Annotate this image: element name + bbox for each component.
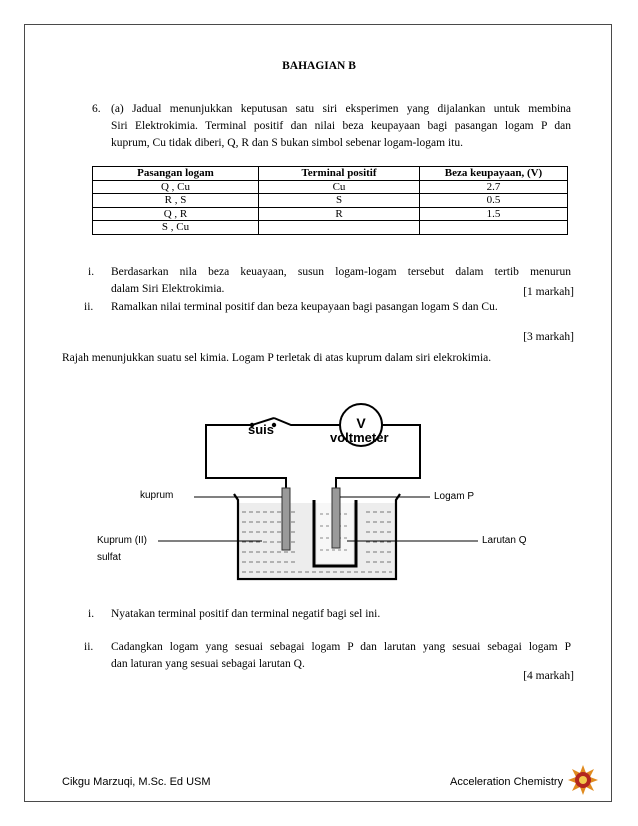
voltmeter-label: voltmeter [330, 430, 389, 445]
table-cell: 2.7 [420, 180, 568, 194]
table-cell: S , Cu [93, 221, 259, 235]
table-header: Terminal positif [259, 167, 420, 181]
table-cell: Cu [259, 180, 420, 194]
table-cell: R [259, 207, 420, 221]
sub-b-ii-line-1: Cadangkan logam yang sesuai sebagai logam P dan larutan yang sesuai sebagai logam P [111, 641, 571, 653]
label-larutan-q: Larutan Q [482, 535, 527, 546]
table-cell: Q , Cu [93, 180, 259, 194]
sub-a-ii-text: Ramalkan nilai terminal positif dan beza keupayaan bagi pasangan logam S dan Cu. [111, 301, 498, 313]
table-header: Beza keupayaan, (V) [420, 167, 568, 181]
sub-b-i-number: i. [88, 608, 95, 620]
label-logam-p: Logam P [434, 491, 475, 502]
question-line-3: kuprum, Cu tidak diberi, Q, R dan S bukan simbol sebenar logam-logam itu. [111, 137, 463, 149]
footer-author: Cikgu Marzuqi, M.Sc. Ed USM [62, 776, 211, 788]
question-line-2: Siri Elektrokimia. Terminal positif dan nilai beza keupayaan bagi pasangan logam P dan [111, 120, 571, 132]
label-kuprum-sulfat-1: Kuprum (II) [97, 535, 148, 546]
label-kuprum: kuprum [140, 490, 174, 501]
table-cell: S [259, 194, 420, 208]
table-cell: R , S [93, 194, 259, 208]
sub-a-i-marks: [1 markah] [523, 286, 574, 298]
sub-a-ii-number: ii. [84, 301, 94, 313]
part-b-intro: Rajah menunjukkan suatu sel kimia. Logam P terletak di atas kuprum dalam siri elekrokimia. [62, 352, 492, 364]
switch-label: suis [248, 422, 275, 437]
section-title: BAHAGIAN B [282, 60, 356, 72]
sub-b-ii-marks: [4 markah] [523, 670, 574, 682]
circuit-wire [206, 418, 420, 488]
sub-a-i-line-2: dalam Siri Elektrokimia. [111, 283, 225, 295]
voltmeter-symbol: V [356, 415, 366, 431]
sub-b-i-text: Nyatakan terminal positif dan terminal negatif bagi sel ini. [111, 608, 381, 620]
copper-electrode [282, 488, 290, 550]
table-header: Pasangan logam [93, 167, 259, 181]
sub-a-i-number: i. [88, 266, 95, 278]
sub-a-ii-marks: [3 markah] [523, 331, 574, 343]
table-cell: 1.5 [420, 207, 568, 221]
school-crest-icon [567, 764, 599, 796]
footer-course: Acceleration Chemistry [450, 776, 564, 788]
question-number: 6. [92, 103, 101, 115]
sub-b-ii-number: ii. [84, 641, 94, 653]
question-line-1: (a) Jadual menunjukkan keputusan satu siri eksperimen yang dijalankan untuk membina [111, 103, 571, 115]
table-cell: 0.5 [420, 194, 568, 208]
table-cell: Q , R [93, 207, 259, 221]
label-kuprum-sulfat-2: sulfat [97, 552, 121, 563]
metal-p-electrode [332, 488, 340, 548]
sub-b-ii-line-2: dan laturan yang sesuai sebagai larutan Q. [111, 658, 305, 670]
sub-a-i-line-1: Berdasarkan nila beza keuayaan, susun logam-logam tersebut dalam tertib menurun [111, 266, 571, 278]
